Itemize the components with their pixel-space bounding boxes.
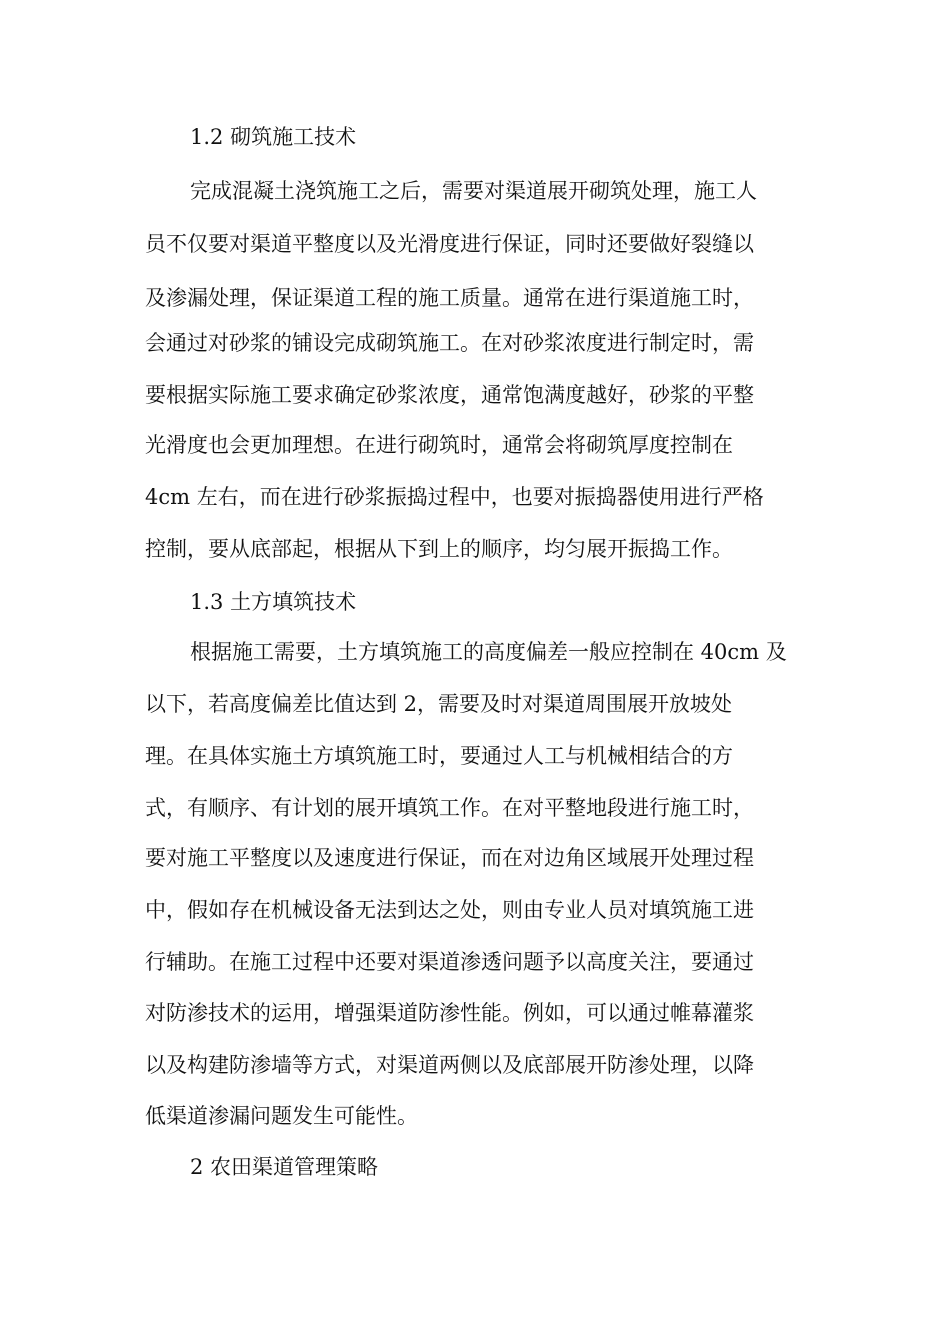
paragraph-line: 及渗漏处理，保证渠道工程的施工质量。通常在进行渠道施工时， xyxy=(145,286,754,310)
paragraph-line: 光滑度也会更加理想。在进行砌筑时，通常会将砌筑厚度控制在 xyxy=(145,433,733,457)
paragraph-line: 行辅助。在施工过程中还要对渠道渗透问题予以高度关注，要通过 xyxy=(145,950,754,974)
paragraph-line: 根据施工需要，土方填筑施工的高度偏差一般应控制在 40cm 及 xyxy=(190,640,787,664)
paragraph-line: 要根据实际施工要求确定砂浆浓度，通常饱满度越好，砂浆的平整 xyxy=(145,383,754,407)
paragraph-line: 式，有顺序、有计划的展开填筑工作。在对平整地段进行施工时， xyxy=(145,796,754,820)
paragraph-line: 员不仅要对渠道平整度以及光滑度进行保证，同时还要做好裂缝以 xyxy=(145,232,754,256)
section-heading-1-2: 1.2 砌筑施工技术 xyxy=(190,125,357,149)
paragraph-line: 要对施工平整度以及速度进行保证，而在对边角区域展开处理过程 xyxy=(145,846,754,870)
paragraph-line: 对防渗技术的运用，增强渠道防渗性能。例如，可以通过帷幕灌浆 xyxy=(145,1001,754,1025)
paragraph-line: 以及构建防渗墙等方式，对渠道两侧以及底部展开防渗处理，以降 xyxy=(145,1053,754,1077)
paragraph-line: 4cm 左右，而在进行砂浆振捣过程中，也要对振捣器使用进行严格 xyxy=(145,485,764,509)
paragraph-line: 中，假如存在机械设备无法到达之处，则由专业人员对填筑施工进 xyxy=(145,898,754,922)
paragraph-line: 理。在具体实施土方填筑施工时，要通过人工与机械相结合的方 xyxy=(145,744,733,768)
section-heading-2: 2 农田渠道管理策略 xyxy=(190,1155,379,1179)
paragraph-line: 完成混凝土浇筑施工之后，需要对渠道展开砌筑处理，施工人 xyxy=(190,179,757,203)
paragraph-line: 以下，若高度偏差比值达到 2，需要及时对渠道周围展开放坡处 xyxy=(145,692,733,716)
paragraph-line: 低渠道渗漏问题发生可能性。 xyxy=(145,1104,418,1128)
paragraph-line: 会通过对砂浆的铺设完成砌筑施工。在对砂浆浓度进行制定时，需 xyxy=(145,331,754,355)
section-heading-1-3: 1.3 土方填筑技术 xyxy=(190,590,357,614)
paragraph-line: 控制，要从底部起，根据从下到上的顺序，均匀展开振捣工作。 xyxy=(145,537,733,561)
